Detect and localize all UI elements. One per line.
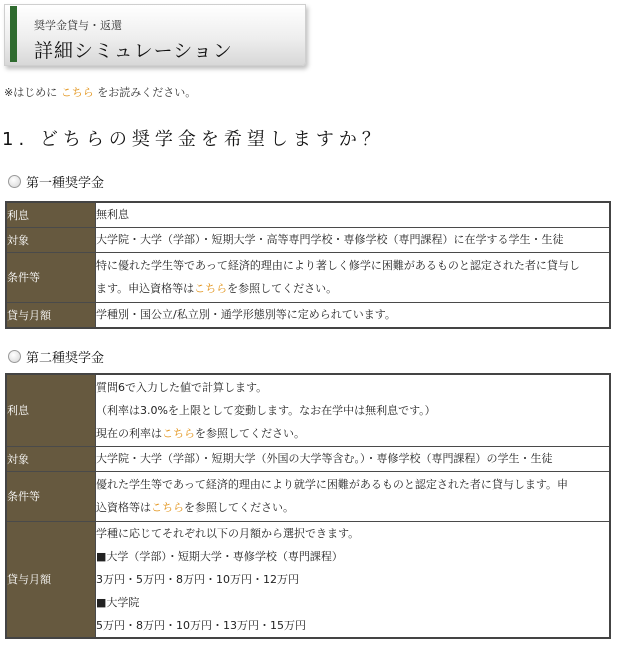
type1-option[interactable] xyxy=(8,172,104,191)
question-heading: 1. どちらの奨学金を希望しますか？ xyxy=(2,129,385,150)
type1-conditions-line2 xyxy=(96,277,609,300)
type1-conditions-link[interactable]: こちら xyxy=(194,282,228,295)
type1-conditions-label: 条件等 xyxy=(6,252,96,302)
type2-conditions-value xyxy=(96,471,611,521)
type2-interest-suffix: を参照してください。 xyxy=(195,426,305,440)
type2-amount-line1: 学種に応じてそれぞれ以下の月額から選択できます。 xyxy=(96,526,360,540)
type2-info-table xyxy=(5,373,611,639)
type2-option[interactable] xyxy=(8,347,104,366)
type1-target-label: 対象 xyxy=(6,227,96,252)
type2-radio[interactable] xyxy=(8,350,21,363)
table-row xyxy=(6,252,610,302)
type1-conditions-line1: 特に優れた学生等であって経済的理由により著しく修学に困難があるものと認定された者に貸与し xyxy=(96,259,580,272)
type2-amount-value xyxy=(96,521,611,638)
type2-interest-line2: （利率は3.0%を上限として変動します。なお在学中は無利息です。） xyxy=(96,403,436,417)
type1-interest-label: 利息 xyxy=(6,202,96,227)
table-row xyxy=(6,302,610,328)
page-title: 詳細シミュレーション xyxy=(34,40,233,62)
type2-interest-label: 利息 xyxy=(6,374,96,446)
intro-note-link[interactable]: こちら xyxy=(60,86,94,99)
type2-conditions-suffix: を参照してください。 xyxy=(184,501,294,514)
type2-amount-line4: ■大学院 xyxy=(96,595,140,609)
type1-interest-value: 無利息 xyxy=(96,202,611,227)
type2-amount-label: 貸与月額 xyxy=(6,521,96,638)
type1-info-table xyxy=(5,201,611,329)
table-row xyxy=(6,202,610,227)
type2-interest-link[interactable]: こちら xyxy=(162,426,195,440)
table-row xyxy=(6,374,610,446)
type2-interest-line3 xyxy=(96,422,609,445)
banner-accent-bar xyxy=(10,6,17,62)
type2-interest-line1: 質問6で入力した値で計算します。 xyxy=(96,380,268,394)
type2-option-label[interactable]: 第二種奨学金 xyxy=(26,351,105,366)
type1-option-label[interactable]: 第一種奨学金 xyxy=(26,176,105,191)
type2-amount-line3: 3万円・5万円・8万円・10万円・12万円 xyxy=(96,572,299,586)
type1-conditions-suffix: を参照してください。 xyxy=(227,282,338,295)
type2-conditions-link[interactable]: こちら xyxy=(151,501,184,514)
table-row xyxy=(6,471,610,521)
type2-interest-value xyxy=(96,374,611,446)
table-row xyxy=(6,227,610,252)
intro-note-prefix: ※はじめに xyxy=(4,86,58,99)
type2-amount-line2: ■大学（学部）・短期大学・専修学校（専門課程） xyxy=(96,549,343,563)
type1-radio[interactable] xyxy=(8,175,21,188)
type1-target-value: 大学院・大学（学部）・短期大学・高等専門学校・専修学校（専門課程）に在学する学生・生徒 xyxy=(96,227,611,252)
banner-subtitle: 奨学金貸与・返還 xyxy=(34,19,122,32)
type1-amount-label: 貸与月額 xyxy=(6,302,96,328)
table-row xyxy=(6,446,610,471)
intro-note xyxy=(4,84,196,100)
type1-conditions-value xyxy=(96,252,611,302)
type2-amount-line5: 5万円・8万円・10万円・13万円・15万円 xyxy=(96,618,306,632)
type2-conditions-prefix: 込資格等は xyxy=(96,501,151,514)
type2-target-value: 大学院・大学（学部）・短期大学（外国の大学等含む。）・専修学校（専門課程）の学生・生徒 xyxy=(96,446,611,471)
type1-conditions-prefix: ます。申込資格等は xyxy=(96,282,195,295)
type2-conditions-label: 条件等 xyxy=(6,471,96,521)
table-row xyxy=(6,521,610,638)
type2-conditions-line2 xyxy=(96,496,609,519)
type2-conditions-line1: 優れた学生等であって経済的理由により就学に困難があるものと認定された者に貸与します。申 xyxy=(96,478,569,491)
page-banner xyxy=(4,4,310,66)
type1-amount-value: 学種別・国公立/私立別・通学形態別等に定められています。 xyxy=(96,302,611,328)
type2-interest-prefix: 現在の利率は xyxy=(96,426,162,440)
intro-note-suffix: をお読みください。 xyxy=(97,86,197,99)
type2-target-label: 対象 xyxy=(6,446,96,471)
